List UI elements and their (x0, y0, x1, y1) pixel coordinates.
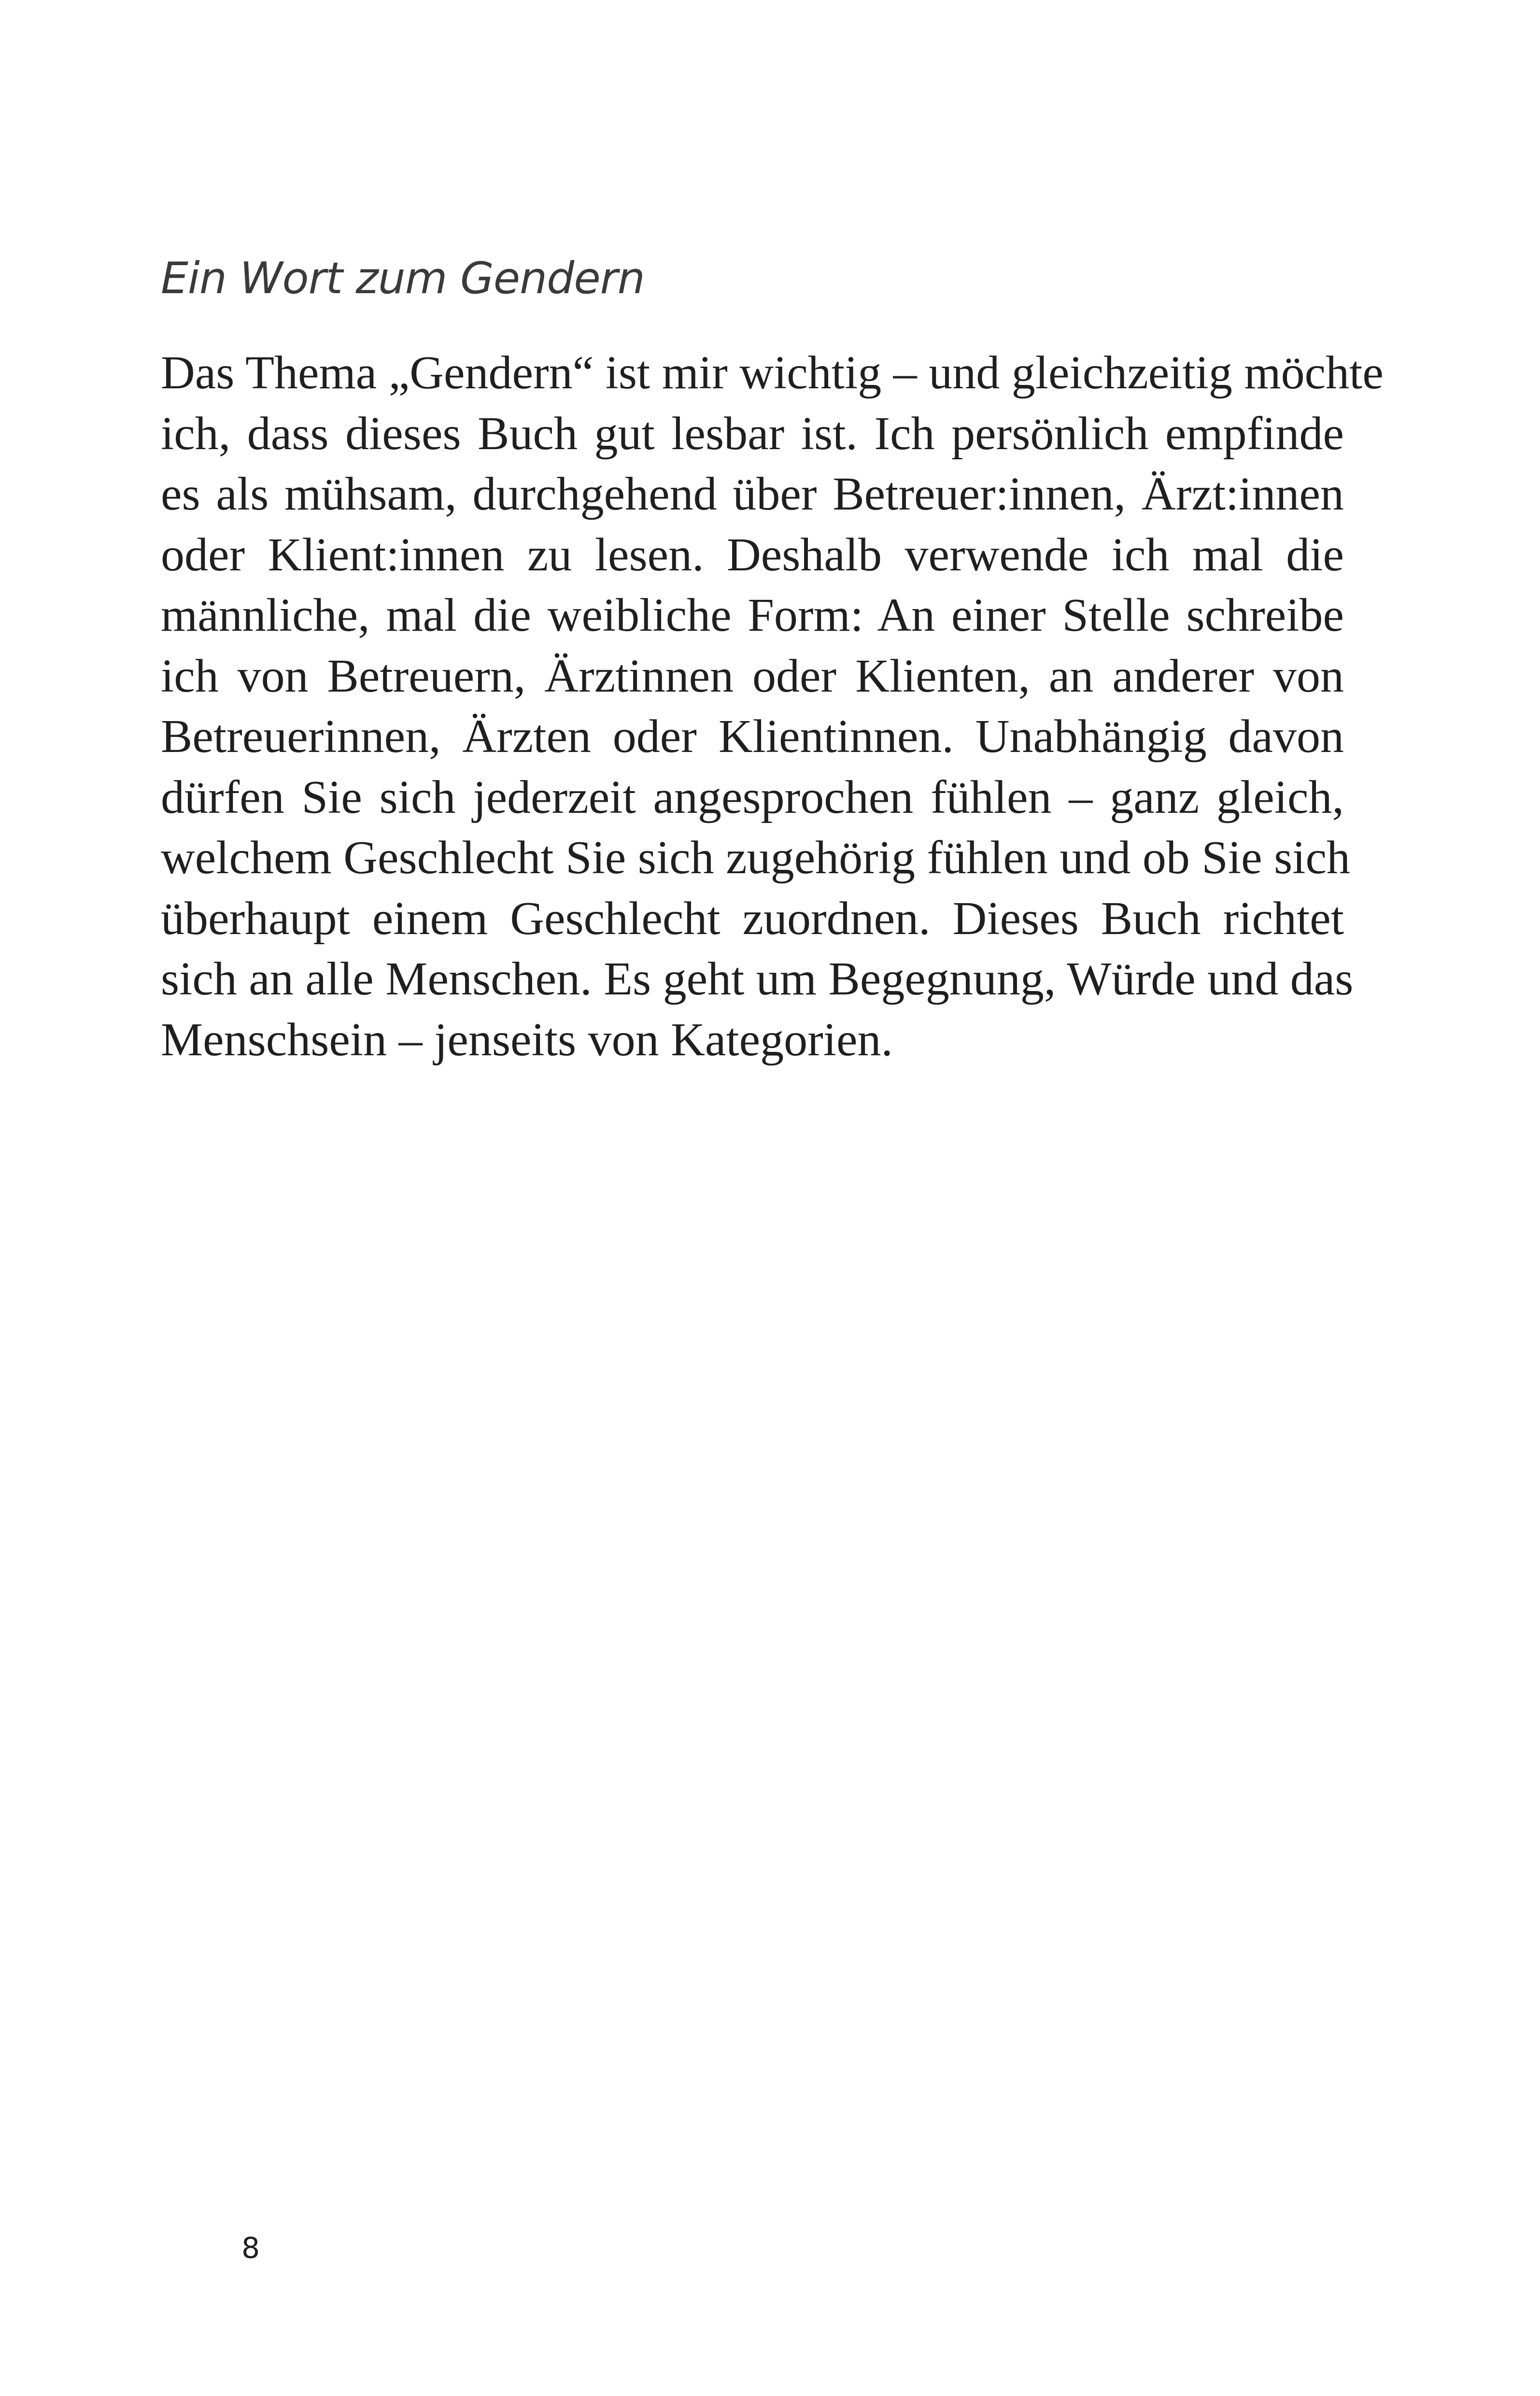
paragraph-line: überhaupt einem Geschlecht zuordnen. Dieses Buch richtet (161, 892, 1344, 945)
paragraph-line: Menschsein – jenseits von Kategorien. (161, 1013, 893, 1066)
paragraph-line: sich an alle Menschen. Es geht um Begegnung, Würde und das (161, 953, 1354, 1005)
paragraph-line: oder Klient:innen zu lesen. Deshalb verwende ich mal die (161, 528, 1344, 581)
page-number: 8 (241, 2231, 260, 2265)
paragraph-line: es als mühsam, durchgehend über Betreuer:innen, Ärzt:innen (161, 468, 1344, 520)
paragraph-line: dürfen Sie sich jederzeit angesprochen fühlen – ganz gleich, (161, 771, 1344, 823)
paragraph-line: welchem Geschlecht Sie sich zugehörig fühlen und ob Sie sich (161, 832, 1350, 884)
paragraph-line: Betreuerinnen, Ärzten oder Klientinnen. Unabhängig davon (161, 710, 1344, 763)
body-paragraph (161, 343, 1384, 1070)
paragraph-line: ich, dass dieses Buch gut lesbar ist. Ich persönlich empfinde (161, 407, 1344, 460)
paragraph-line: männliche, mal die weibliche Form: An einer Stelle schreibe (161, 589, 1344, 641)
paragraph-line: Das Thema „Gendern“ ist mir wichtig – und gleichzeitig möchte (161, 347, 1384, 399)
section-heading: Ein Wort zum Gendern (161, 253, 645, 304)
paragraph-line: ich von Betreuern, Ärztinnen oder Klienten, an anderer von (161, 650, 1344, 702)
